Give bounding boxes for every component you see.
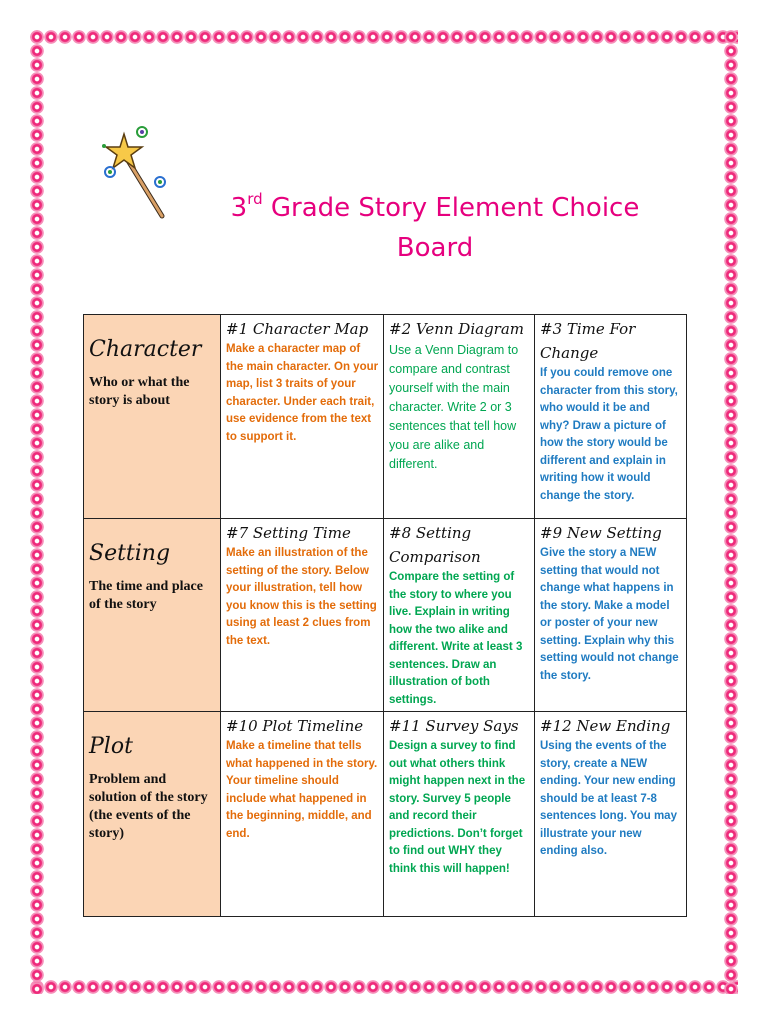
- border-right: [724, 30, 738, 994]
- activity-cell: [221, 712, 384, 917]
- activity-cell: [384, 712, 535, 917]
- activity-text: Use a Venn Diagram to compare and contrast yourself with the main character. Write 2 or 3 sentences that tell how you are alike and different.: [389, 343, 519, 471]
- border-left: [30, 30, 44, 994]
- category-name: Character: [89, 337, 202, 362]
- activity-cell: [384, 315, 535, 519]
- activity-text: Design a survey to find out what others think might happen next in the story. Survey 5 people and record their predictions. Don’t forget to find out WHY they think this will happen!: [389, 740, 526, 875]
- border-top: [30, 30, 738, 44]
- category-name: Setting: [89, 541, 171, 566]
- activity-title: #10 Plot Timeline: [226, 717, 364, 735]
- activity-cell: [535, 519, 687, 712]
- activity-text: Compare the setting of the story to where you live. Explain in writing how the two alike and different. Write at least 3 sentences. Draw an illustration of both settings.: [389, 571, 523, 706]
- activity-cell: [535, 712, 687, 917]
- activity-cell: [221, 315, 384, 519]
- category-description: The time and place of the story: [89, 579, 203, 612]
- activity-text: Give the story a NEW setting that would not change what happens in the story. Make a model or poster of your new setting. Explain why this setting would not change the story.: [540, 547, 679, 682]
- activity-text: Make an illustration of the setting of the story. Below your illustration, tell how you know this is the setting using at least 2 clues from the text.: [226, 547, 377, 647]
- activity-title: #9 New Setting: [540, 524, 662, 542]
- title-line2: Board: [396, 233, 474, 263]
- activity-text: Using the events of the story, create a NEW ending. Your new ending should be at least 7-8 sentences long. You may illustrate your new ending also.: [540, 740, 677, 857]
- title-main: Grade Story Element Choice: [262, 193, 640, 223]
- title-prefix: 3: [230, 193, 248, 223]
- activity-title: #2 Venn Diagram: [389, 320, 525, 338]
- activity-title: #7 Setting Time: [226, 524, 351, 542]
- border-bottom: [30, 980, 738, 994]
- activity-title: #8 Setting Comparison: [389, 524, 481, 566]
- table-row: [84, 315, 687, 519]
- table-row: [84, 712, 687, 917]
- choice-board-table: [83, 314, 687, 917]
- activity-title: #3 Time For Change: [540, 320, 636, 362]
- category-cell: [84, 315, 221, 519]
- category-description: Who or what the story is about: [89, 375, 190, 408]
- activity-text: Make a character map of the main character. On your map, list 3 traits of your character. Under each trait, use evidence from the text to support it.: [226, 343, 379, 443]
- activity-cell: [221, 519, 384, 712]
- activity-cell: [535, 315, 687, 519]
- activity-text: Make a timeline that tells what happened in the story. Your timeline should include what happened in the beginning, middle, and end.: [226, 740, 378, 840]
- activity-title: #1 Character Map: [226, 320, 369, 338]
- title-superscript: rd: [247, 190, 263, 208]
- activity-title: #11 Survey Says: [389, 717, 519, 735]
- table-row: [84, 519, 687, 712]
- activity-cell: [384, 519, 535, 712]
- category-cell: [84, 712, 221, 917]
- category-name: Plot: [89, 734, 133, 759]
- activity-text: If you could remove one character from this story, who would it be and why? Draw a picture of how the story would be different and explain in writing how it would change the story.: [540, 367, 678, 502]
- page-title: [150, 188, 720, 268]
- activity-title: #12 New Ending: [540, 717, 671, 735]
- category-description: Problem and solution of the story (the events of the story): [89, 772, 208, 841]
- category-cell: [84, 519, 221, 712]
